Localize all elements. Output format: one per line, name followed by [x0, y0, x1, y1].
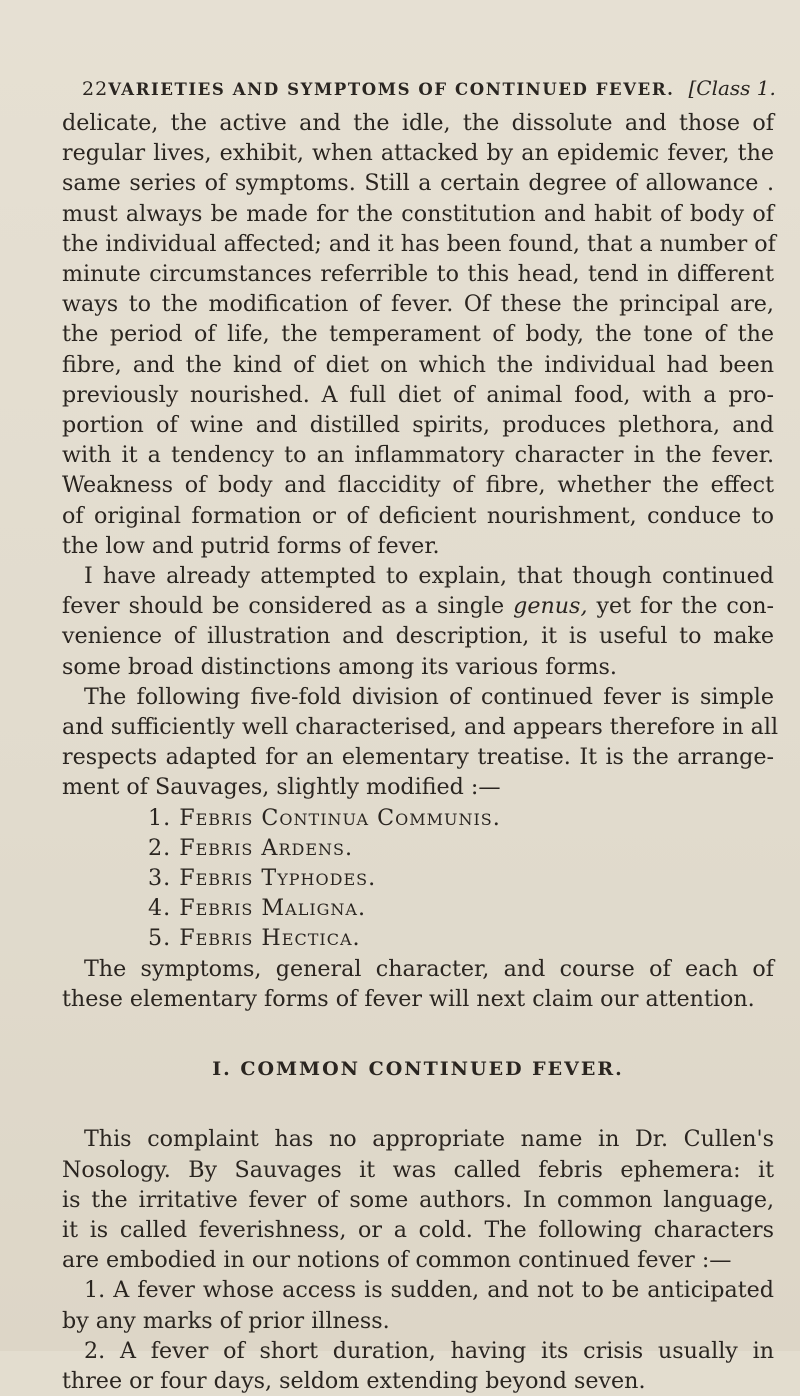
text-line: must always be made for the constitution and habit of body of [62, 200, 774, 227]
body-text [62, 108, 779, 1396]
text-line: by any marks of prior illness. [62, 1307, 390, 1334]
page-number: 22 [82, 78, 109, 100]
text-line: ment of Sauvages, slightly modified :— [62, 774, 501, 801]
text-line: previously nourished. A full diet of animal food, with a pro- [62, 381, 774, 408]
list-item: 5. Febris Hectica. [148, 925, 361, 952]
text-line: respects adapted for an elementary treatise. It is the arrange- [62, 744, 774, 771]
text-line: Nosology. By Sauvages it was called febris ephemera: it [62, 1156, 774, 1183]
text-line: same series of symptoms. Still a certain degree of allowance . [62, 170, 774, 197]
text-line: these elementary forms of fever will next claim our attention. [62, 985, 755, 1012]
text-line: 2. A fever of short duration, having its crisis usually in [84, 1337, 774, 1364]
text-line: and sufficiently well characterised, and appears therefore in all [62, 714, 779, 741]
text-line: it is called feverishness, or a cold. The following characters [62, 1216, 774, 1243]
text-line: some broad distinctions among its various forms. [62, 653, 617, 680]
list-item: 4. Febris Maligna. [148, 895, 367, 922]
paragraph-symptoms [62, 954, 774, 1014]
text-line: the period of life, the temperament of body, the tone of the [62, 321, 774, 348]
text-line: the low and putrid forms of fever. [62, 532, 440, 559]
running-head [62, 76, 776, 106]
text-line: venience of illustration and description, it is useful to make [62, 623, 774, 650]
text-line: minute circumstances referrible to this head, tend in different [62, 261, 774, 288]
text-line: portion of wine and distilled spirits, produces plethora, and [62, 412, 774, 439]
text-line: are embodied in our notions of common continued fever :— [62, 1247, 732, 1274]
text-line: The symptoms, general character, and course of each of [84, 955, 774, 982]
characters-list [62, 1275, 774, 1396]
text-line: with it a tendency to an inflammatory character in the fever. [62, 442, 774, 469]
text-line: Weakness of body and flaccidity of fibre, whether the effect [62, 472, 774, 499]
text-line: 1. A fever whose access is sudden, and not to be anticipated [84, 1277, 774, 1304]
list-item: 2. Febris Ardens. [148, 834, 354, 861]
running-head-title: VARIETIES AND SYMPTOMS OF CONTINUED FEVER. [108, 80, 675, 99]
text-line: the individual affected; and it has been found, that a number of [62, 230, 776, 257]
text-line: regular lives, exhibit, when attacked by an epidemic fever, the [62, 140, 774, 167]
text-line: three or four days, seldom extending beyond seven. [62, 1367, 646, 1394]
text-line: The following five-fold division of continued fever is simple [84, 683, 774, 710]
text-line: delicate, the active and the idle, the dissolute and those of [62, 110, 774, 136]
text-run: yet for the con- [587, 593, 774, 620]
text-line: ways to the modification of fever. Of these the principal are, [62, 291, 774, 318]
italic-term: genus, [513, 593, 588, 620]
text-run: fever should be considered as a single [62, 593, 514, 620]
class-label: [Class 1. [688, 76, 776, 100]
text-line: of original formation or of deficient nourishment, conduce to [62, 502, 774, 529]
paragraph-common-fever [62, 1124, 774, 1275]
text-line: fibre, and the kind of diet on which the individual had been [62, 351, 774, 378]
text-line: is the irritative fever of some authors. In common language, [62, 1186, 774, 1213]
paragraph-division [62, 682, 779, 803]
section-heading: I. COMMON CONTINUED FEVER. [212, 1058, 624, 1081]
list-item: 3. Febris Typhodes. [148, 865, 377, 892]
list-item: 1. Febris Continua Communis. [148, 804, 501, 831]
paragraph-continuation [62, 108, 774, 561]
paragraph-genus [62, 561, 774, 682]
text-line: This complaint has no appropriate name in Dr. Cullen's [84, 1126, 774, 1153]
text-line [62, 591, 774, 621]
fever-list [62, 803, 774, 954]
text-line: I have already attempted to explain, that though continued [84, 563, 774, 590]
